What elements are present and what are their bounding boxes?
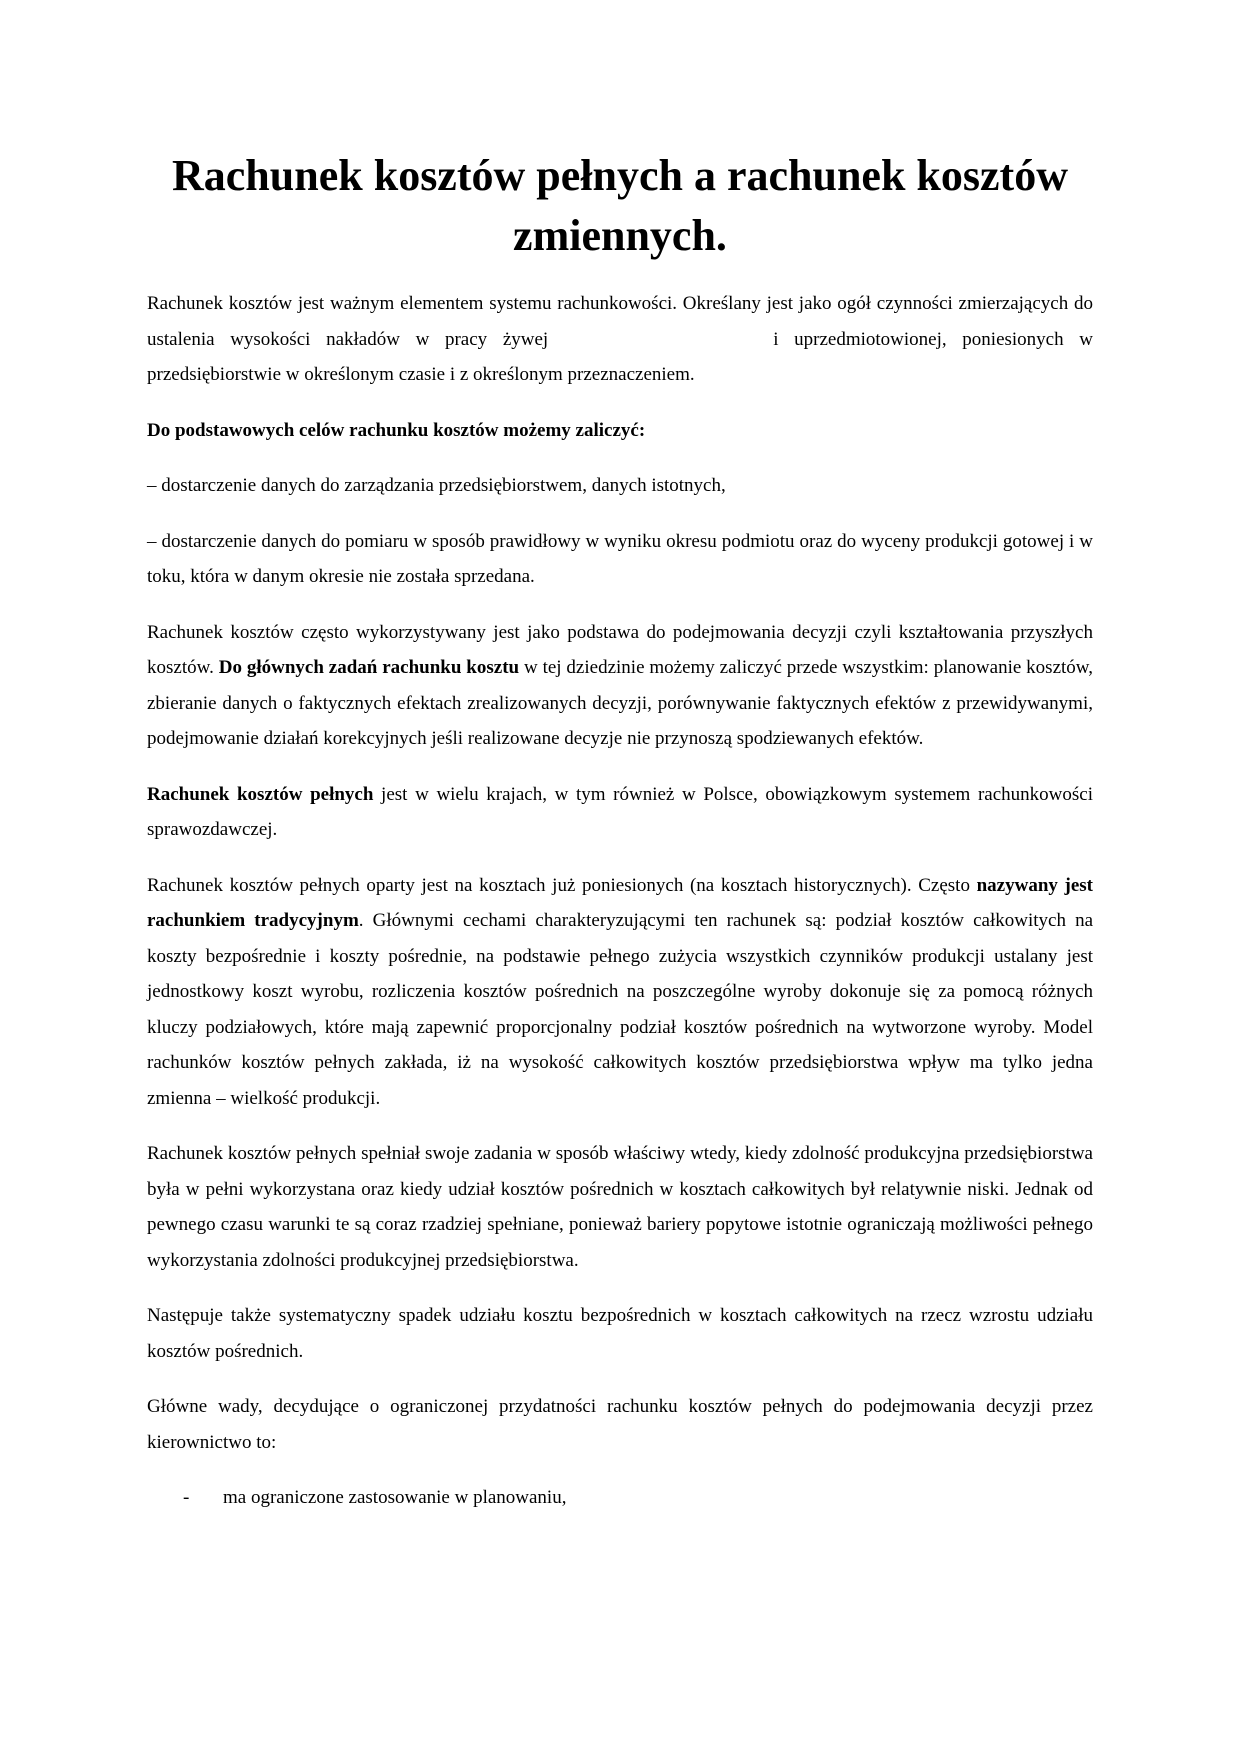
intro-text-part-1: Rachunek kosztów jest ważnym elementem systemu rachunkowości. Określany jest jako ogół czynności zmierzających do ustalenia wysokości nakładów w pracy żywej: [147, 293, 1093, 350]
drawback-text: ma ograniczone zastosowanie w planowaniu,: [223, 1487, 567, 1508]
intro-paragraph: [147, 286, 1093, 393]
goal-item-1: – dostarczenie danych do zarządzania przedsiębiorstwem, danych istotnych,: [147, 475, 726, 496]
goals-heading: Do podstawowych celów rachunku kosztów możemy zaliczyć:: [147, 419, 646, 441]
decline-paragraph: Następuje także systematyczny spadek udziału kosztu bezpośrednich w kosztach całkowitych na rzecz wzrostu udziału kosztów pośrednich.: [147, 1305, 1093, 1362]
drawbacks-intro-paragraph: Główne wady, decydujące o ograniczonej przydatności rachunku kosztów pełnych do podejmowania decyzji przez kierownictwo to:: [147, 1396, 1093, 1453]
traditional-bold-phrase: nazywany jest rachunkiem tradycyjnym: [147, 874, 1093, 931]
intro-text-part-2: i uprzedmiotowionej, poniesionych w przedsiębiorstwie w określonym czasie i z określonym przeznaczeniem.: [147, 328, 1093, 385]
full-cost-paragraph: [147, 777, 1093, 848]
document-title: Rachunek kosztów pełnych a rachunek kosztów zmiennych.: [172, 151, 1068, 260]
traditional-text-part-1: Rachunek kosztów pełnych oparty jest na kosztach już poniesionych (na kosztach historycznych). Często: [147, 874, 977, 896]
document-body: [147, 286, 1093, 1516]
tasks-bold-phrase: Do głównych zadań rachunku kosztu: [218, 657, 520, 678]
full-cost-bold-phrase: Rachunek kosztów pełnych: [147, 783, 374, 805]
tasks-paragraph: [147, 615, 1093, 757]
full-cost-text: jest w wielu krajach, w tym również w Polsce, obowiązkowym systemem rachunkowości sprawozdawczej.: [147, 783, 1093, 840]
drawbacks-list: [147, 1480, 1093, 1516]
traditional-text-part-2: . Głównymi cechami charakteryzującymi ten rachunek są: podział kosztów całkowitych na koszty bezpośrednie i koszty pośrednie, na podstawie pełnego zużycia wszystkich czynników produkcji ustalany jest jednostkowy koszt wyrobu, rozliczenia kosztów pośrednich na poszczególne wyroby dokonuje się za pomocą różnych kluczy podziałowych, które mają zapewnić proporcjonalny podział kosztów pośrednich na wytworzone wyroby. Model rachunków kosztów pełnych zakłada, iż na wysokość całkowitych kosztów przedsiębiorstwa wpływ ma tylko jedna zmienna – wielkość produkcji.: [147, 910, 1094, 1109]
conditions-paragraph: Rachunek kosztów pełnych spełniał swoje zadania w sposób właściwy wtedy, kiedy zdolność produkcyjna przedsiębiorstwa była w pełni wykorzystana oraz kiedy udział kosztów pośrednich w kosztach całkowitych był relatywnie niski. Jednak od pewnego czasu warunki te są coraz rzadziej spełniane, ponieważ bariery popytowe istotnie ograniczają możliwości pełnego wykorzystania zdolności produkcyjnej przedsiębiorstwa.: [147, 1143, 1093, 1271]
tasks-text-part-1: Rachunek kosztów często wykorzystywany jest jako podstawa do podejmowania decyzji czyli kształtowania przyszłych kosztów.: [147, 621, 1093, 678]
drawback-item: [147, 1480, 1093, 1516]
bullet-dash-mark: -: [183, 1487, 190, 1508]
tasks-text-part-2: w tej dziedzinie możemy zaliczyć przede wszystkim: planowanie kosztów, zbieranie danych o faktycznych efektach zrealizowanych decyzji, porównywanie faktycznych efektów z przewidywanymi, podejmowanie działań korekcyjnych jeśli realizowane decyzje nie przynoszą spodziewanych efektów.: [147, 657, 1094, 749]
traditional-paragraph: [147, 868, 1093, 1117]
goal-item-2: – dostarczenie danych do pomiaru w sposób prawidłowy w wyniku okresu podmiotu oraz do wyceny produkcji gotowej i w toku, która w danym okresie nie została sprzedana.: [147, 530, 1093, 587]
